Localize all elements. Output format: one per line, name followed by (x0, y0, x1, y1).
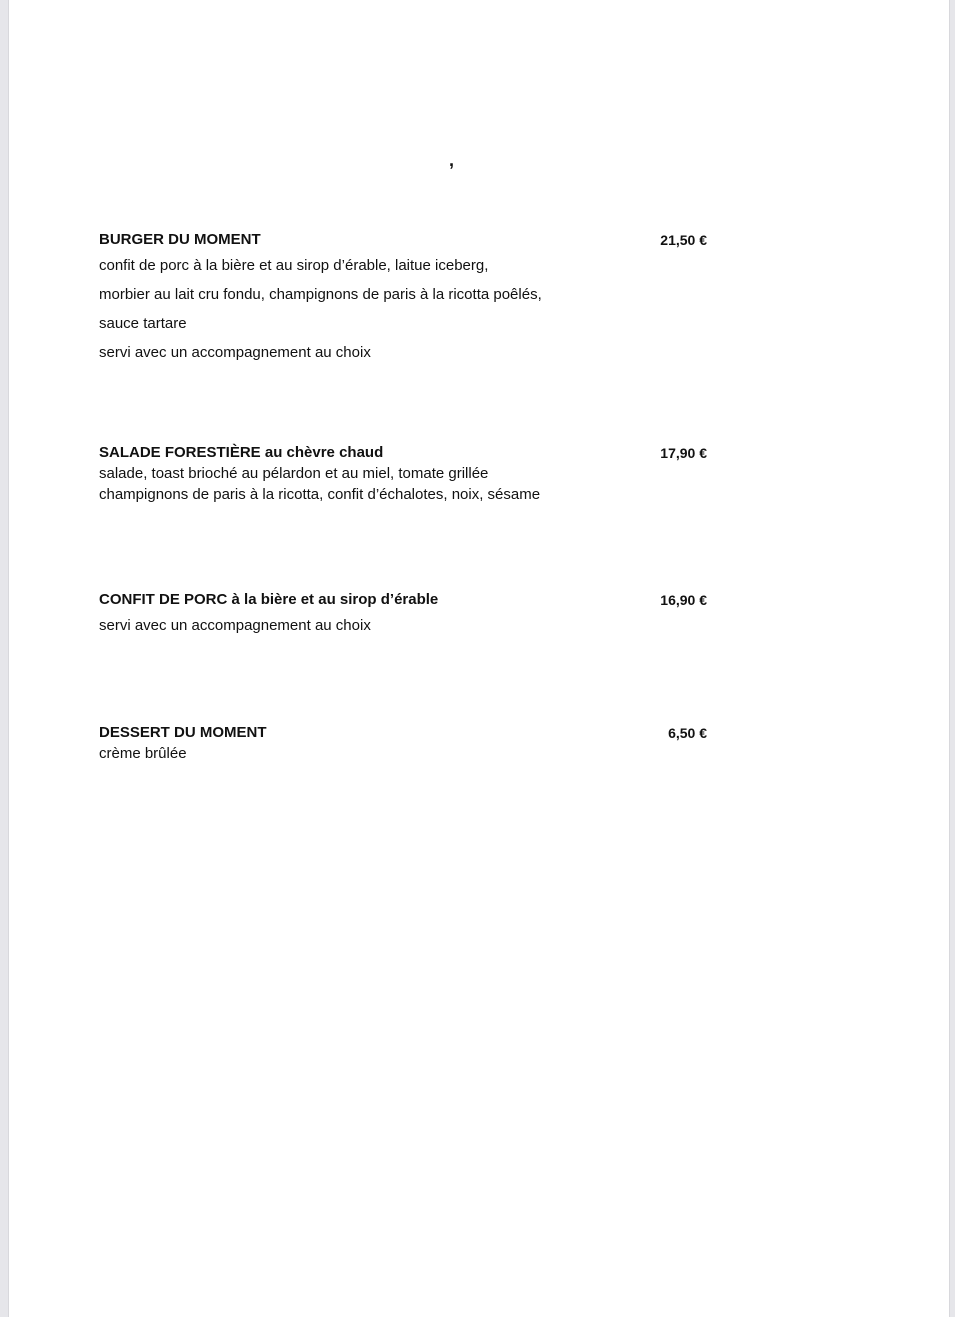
menu-item-name-suffix: au chèvre chaud (260, 444, 384, 461)
menu-item-name-main: BURGER DU MOMENT (99, 231, 261, 248)
menu-item-description-line: sauce tartare (99, 315, 187, 332)
menu-item-price: 17,90 € (660, 445, 707, 461)
menu-item-description-line: morbier au lait cru fondu, champignons de paris à la ricotta poêlés, (99, 286, 542, 303)
menu-item-price: 16,90 € (660, 592, 707, 608)
menu-item-description-line: confit de porc à la bière et au sirop d’érable, laitue iceberg, (99, 257, 489, 274)
menu-item-price: 6,50 € (668, 725, 707, 741)
menu-item-name (99, 443, 383, 463)
menu-item-name-main: DESSERT DU MOMENT (99, 724, 267, 741)
menu-item-dessert (99, 723, 707, 764)
menu-item-header (99, 230, 707, 250)
menu-item-name (99, 590, 438, 610)
menu-item-name (99, 723, 267, 743)
menu-item-burger (99, 230, 707, 366)
menu-item-description-line: servi avec un accompagnement au choix (99, 344, 371, 361)
menu-item-salade (99, 443, 707, 505)
menu-item-header (99, 723, 707, 743)
menu-item-description-line: salade, toast brioché au pélardon et au miel, tomate grillée (99, 465, 489, 482)
menu-item-price: 21,50 € (660, 232, 707, 248)
menu-item-confit (99, 590, 707, 639)
menu-item-description-line: servi avec un accompagnement au choix (99, 617, 371, 634)
menu-item-name-suffix: à la bière et au sirop d’érable (227, 591, 439, 608)
menu-item-header (99, 590, 707, 610)
menu-item-name-main: SALADE FORESTIÈRE (99, 444, 261, 461)
menu-item-name-main: CONFIT DE PORC (99, 591, 228, 608)
menu-item-description-line: champignons de paris à la ricotta, confit d’échalotes, noix, sésame (99, 486, 541, 503)
menu-item-description-line: crème brûlée (99, 745, 187, 762)
menu-item-header (99, 443, 707, 463)
header-mark: , (449, 150, 455, 170)
menu-page (8, 0, 950, 1317)
menu-item-name (99, 230, 261, 250)
